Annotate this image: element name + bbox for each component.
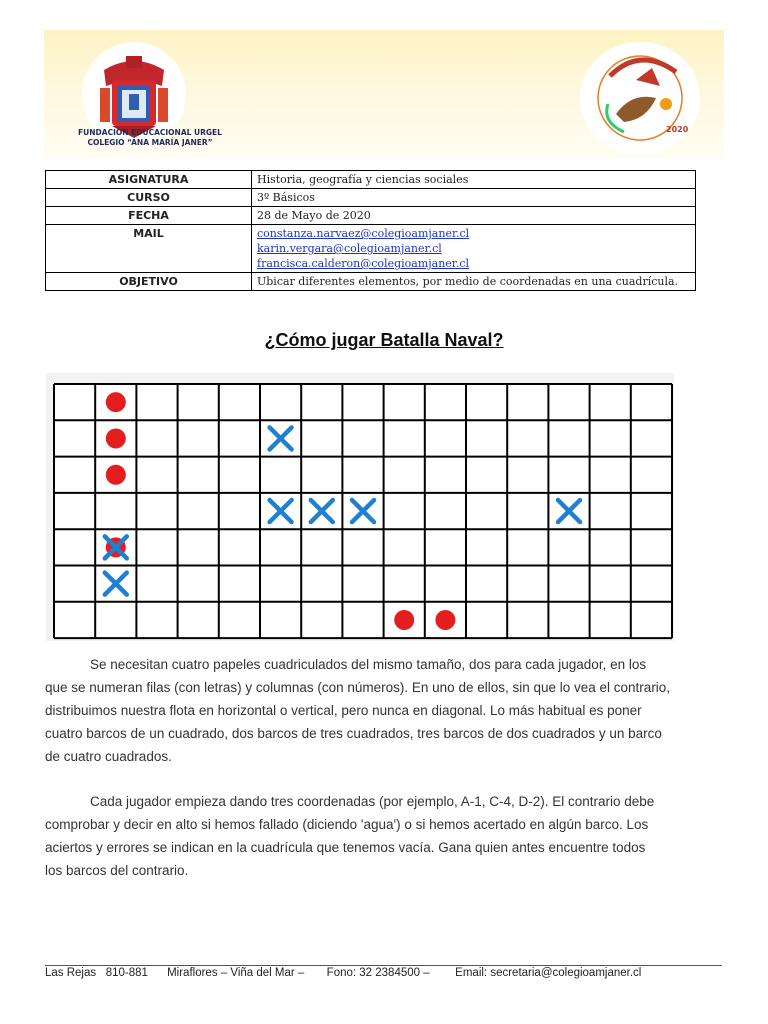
footer-contact: Las Rejas 810-881 Miraflores – Viña del Mar – Fono: 32 2384500 – Email: secretaria@colegioamjaner.cl (45, 967, 642, 979)
hit-dot-marker (435, 610, 455, 630)
objetivo-value: Ubicar diferentes elementos, por medio de coordenadas en una cuadrícula. (252, 273, 696, 291)
paragraph-line: que se numeran filas (con letras) y columnas (con números). En uno de ellos, sin que lo vea el contrario, (45, 680, 671, 695)
badge-year: 2020 (666, 125, 689, 134)
curso-label: CURSO (46, 189, 252, 207)
hit-dot-marker (106, 465, 126, 485)
fecha-label: FECHA (46, 207, 252, 225)
course-info-table (45, 170, 696, 291)
table-row (46, 189, 696, 207)
paragraph-line: Se necesitan cuatro papeles cuadriculados del mismo tamaño, dos para cada jugador, en los (90, 657, 647, 672)
curso-value: 3º Básicos (252, 189, 696, 207)
mail-label: MAIL (46, 225, 252, 273)
email-link-constanza[interactable]: constanza.narvaez@colegioamjaner.cl (257, 227, 470, 240)
paragraph-line: de cuatro cuadrados. (45, 749, 172, 764)
asignatura-value: Historia, geografía y ciencias sociales (252, 171, 696, 189)
paragraph-line: Cada jugador empieza dando tres coordenadas (por ejemplo, A-1, C-4, D-2). El contrario debe (90, 794, 655, 809)
anniversary-badge-logo (580, 42, 700, 154)
paragraph-rules-2 (45, 790, 722, 882)
hit-dot-marker (106, 392, 126, 412)
asignatura-label: ASIGNATURA (46, 171, 252, 189)
objetivo-label: OBJETIVO (46, 273, 252, 291)
school-name (60, 128, 240, 148)
table-row (46, 225, 696, 273)
email-link-karin[interactable]: karin.vergara@colegioamjaner.cl (257, 242, 442, 255)
table-row (46, 207, 696, 225)
page-title: ¿Cómo jugar Batalla Naval? (264, 330, 504, 350)
paragraph-line: comprobar y decir en alto si hemos fallado (diciendo 'agua') o si hemos acertado en algún barco. Los (45, 817, 649, 832)
battleship-board-figure (46, 373, 674, 641)
school-name-line2: COLEGIO “ANA MARÍA JANER” (87, 138, 213, 147)
hit-dot-marker (394, 610, 414, 630)
paragraph-line: distribuimos nuestra flota en horizontal o vertical, pero nunca en diagonal. Lo más habitual es poner (45, 703, 642, 718)
footer-divider (45, 965, 722, 966)
email-link-francisca[interactable]: francisca.calderon@colegioamjaner.cl (257, 257, 470, 270)
school-name-line1: FUNDACIÓN EDUCACIONAL URGEL (78, 128, 222, 137)
fecha-value: 28 de Mayo de 2020 (252, 207, 696, 225)
table-row (46, 171, 696, 189)
paragraph-line: cuatro barcos de un cuadrado, dos barcos de tres cuadrados, tres barcos de dos cuadrados y un barco (45, 726, 662, 741)
hit-dot-marker (106, 428, 126, 448)
table-row (46, 273, 696, 291)
paragraph-rules-1 (45, 653, 722, 768)
battleship-grid (46, 373, 674, 641)
mail-list (252, 225, 696, 273)
paragraph-line: aciertos y errores se indican en la cuadrícula que tenemos vacía. Gana quien antes encuentre todos (45, 840, 646, 855)
paragraph-line: los barcos del contrario. (45, 863, 189, 878)
